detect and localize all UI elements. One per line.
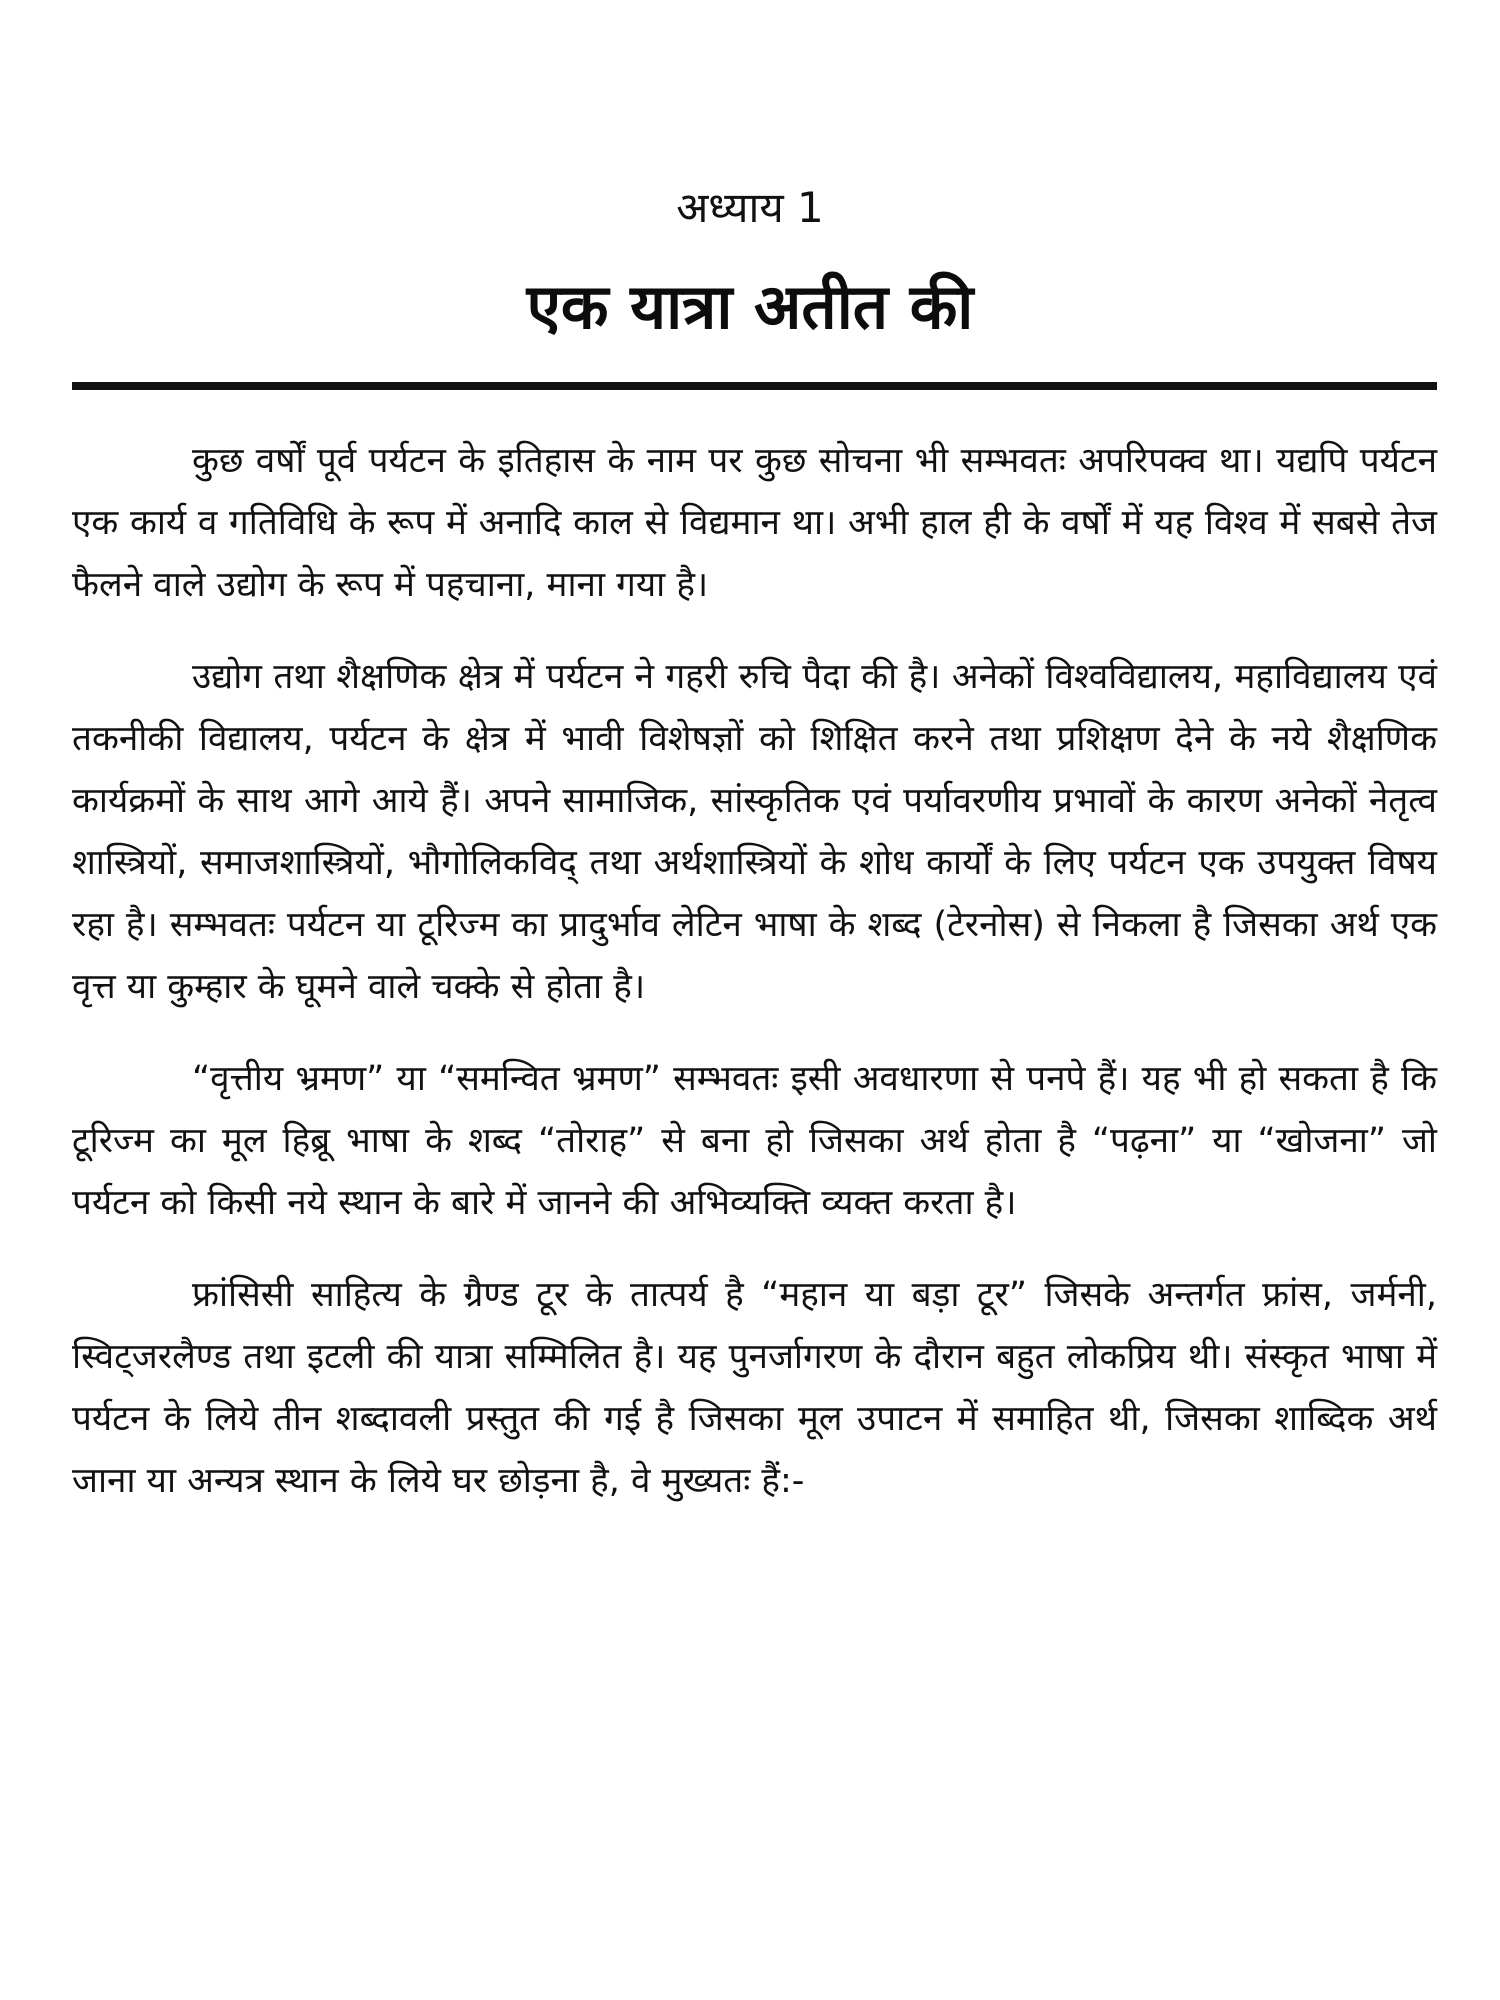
- paragraph-1: कुछ वर्षों पूर्व पर्यटन के इतिहास के नाम पर कुछ सोचना भी सम्भवतः अपरिपक्व था। यद्यपि पर्यटन एक कार्य व गतिविधि के रूप में अनादि काल से विद्यमान था। अभी हाल ही के वर्षों में यह विश्व में सबसे तेज फैलने वाले उद्योग के रूप में पहचाना, माना गया है।: [72, 441, 1437, 605]
- paragraph-4: फ्रांसिसी साहित्य के ग्रैण्ड टूर के तात्पर्य है “महान या बड़ा टूर” जिसके अन्तर्गत फ्रांस, जर्मनी, स्विट्जरलैण्ड तथा इटली की यात्रा सम्मिलित है। यह पुनर्जागरण के दौरान बहुत लोकप्रिय थी। संस्कृत भाषा में पर्यटन के लिये तीन शब्दावली प्रस्तुत की गई है जिसका मूल उपाटन में समाहित थी, जिसका शाब्दिक अर्थ जाना या अन्यत्र स्थान के लिये घर छोड़ना है, वे मुख्यतः हैं:-: [72, 1275, 1437, 1501]
- paragraph-3: “वृत्तीय भ्रमण” या “समन्वित भ्रमण” सम्भवतः इसी अवधारणा से पनपे हैं। यह भी हो सकता है कि टूरिज्म का मूल हिब्रू भाषा के शब्द “तोराह” से बना हो जिसका अर्थ होता है “पढ़ना” या “खोजना” जो पर्यटन को किसी नये स्थान के बारे में जानने की अभिव्यक्ति व्यक्त करता है।: [72, 1059, 1437, 1223]
- paragraph-2: उद्योग तथा शैक्षणिक क्षेत्र में पर्यटन ने गहरी रुचि पैदा की है। अनेकों विश्वविद्यालय, महाविद्यालय एवं तकनीकी विद्यालय, पर्यटन के क्षेत्र में भावी विशेषज्ञों को शिक्षित करने तथा प्रशिक्षण देने के नये शैक्षणिक कार्यक्रमों के साथ आगे आये हैं। अपने सामाजिक, सांस्कृतिक एवं पर्यावरणीय प्रभावों के कारण अनेकों नेतृत्व शास्त्रियों, समाजशास्त्रियों, भौगोलिकविद् तथा अर्थशास्त्रियों के शोध कार्यों के लिए पर्यटन एक उपयुक्त विषय रहा है। सम्भवतः पर्यटन या टूरिज्म का प्रादुर्भाव लेटिन भाषा के शब्द (टेरनोस) से निकला है जिसका अर्थ एक वृत्त या कुम्हार के घूमने वाले चक्के से होता है।: [72, 657, 1437, 1007]
- document-body: [72, 430, 1437, 1542]
- chapter-title: एक यात्रा अतीत की: [526, 270, 974, 343]
- chapter-label: अध्याय 1: [676, 183, 824, 232]
- title-divider: [72, 382, 1437, 390]
